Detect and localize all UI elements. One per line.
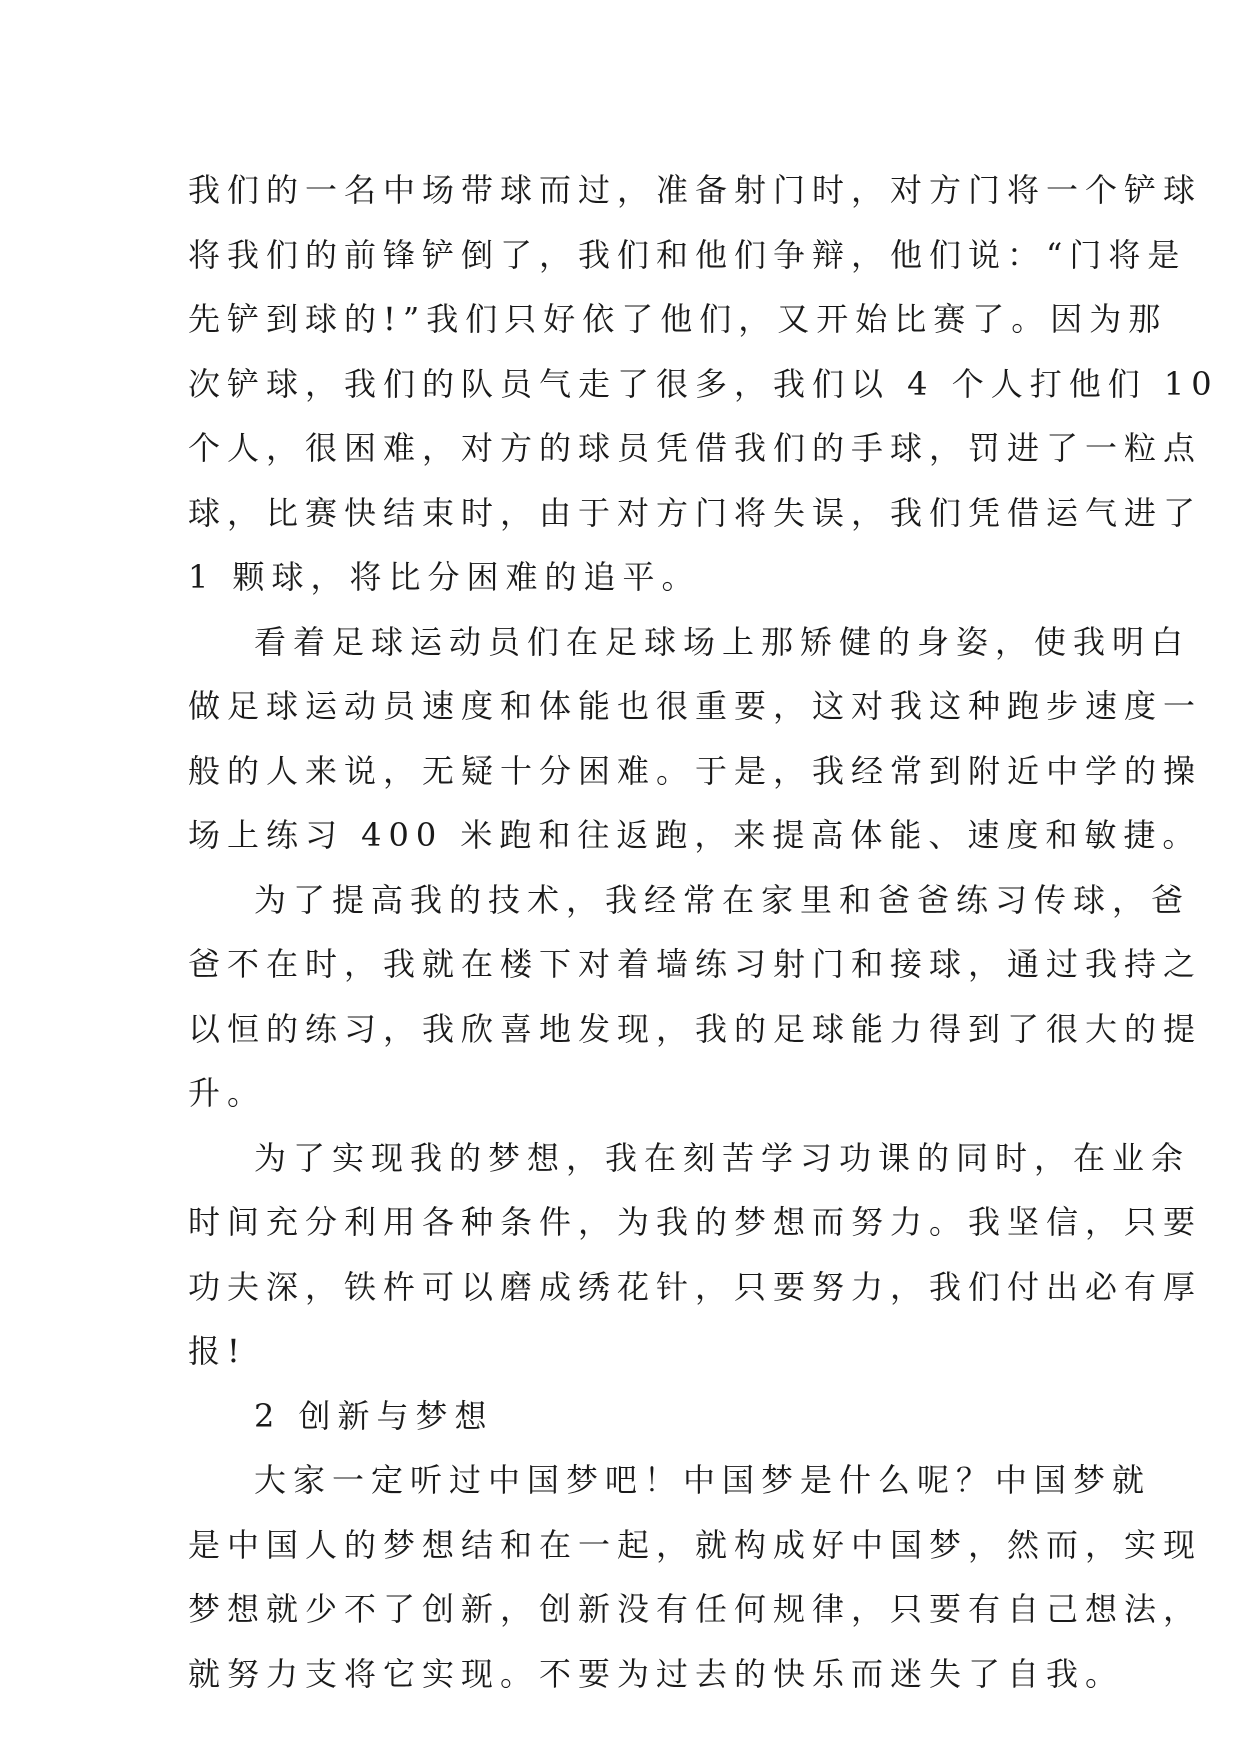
text-line: 1 颗球，将比分困难的追平。	[188, 558, 701, 596]
text-line: 球，比赛快结束时，由于对方门将失误，我们凭借运气进了	[188, 493, 1203, 532]
paragraph-start-line: 大家一定听过中国梦吧！中国梦是什么呢？中国梦就	[254, 1461, 1152, 1499]
text-line: 就努力支将它实现。不要为过去的快乐而迷失了自我。	[188, 1654, 1125, 1693]
text-line: 是中国人的梦想结和在一起，就构成好中国梦，然而，实现	[188, 1525, 1203, 1564]
text-line: 以恒的练习，我欣喜地发现，我的足球能力得到了很大的提	[188, 1009, 1203, 1048]
section-heading: 2 创新与梦想	[254, 1396, 494, 1435]
text-line: 升。	[188, 1074, 267, 1112]
text-line: 将我们的前锋铲倒了，我们和他们争辩，他们说：“门将是	[188, 235, 1187, 274]
text-line: 功夫深，铁杵可以磨成绣花针，只要努力，我们付出必有厚	[188, 1267, 1203, 1306]
text-line: 次铲球，我们的队员气走了很多，我们以 4 个人打他们 10	[188, 364, 1219, 403]
text-line: 个人，很困难，对方的球员凭借我们的手球，罚进了一粒点	[188, 429, 1203, 467]
paragraph-start-line: 看着足球运动员们在足球场上那矫健的身姿，使我明白	[254, 622, 1191, 661]
text-line: 做足球运动员速度和体能也很重要，这对我这种跑步速度一	[188, 687, 1203, 725]
paragraph-start-line: 为了提高我的技术，我经常在家里和爸爸练习传球，爸	[254, 880, 1191, 919]
text-line: 梦想就少不了创新，创新没有任何规律，只要有自己想法，	[188, 1590, 1203, 1628]
text-line: 爸不在时，我就在楼下对着墙练习射门和接球，通过我持之	[188, 945, 1203, 983]
text-line: 时间充分利用各种条件，为我的梦想而努力。我坚信，只要	[188, 1203, 1203, 1241]
text-line: 先铲到球的!”我们只好依了他们，又开始比赛了。因为那	[188, 300, 1168, 338]
text-line: 场上练习 400 米跑和往返跑，来提高体能、速度和敏捷。	[188, 816, 1202, 854]
document-body	[188, 158, 1219, 1706]
text-line: 我们的一名中场带球而过，准备射门时，对方门将一个铲球	[188, 171, 1203, 209]
text-line: 报!	[188, 1332, 247, 1370]
paragraph-start-line: 为了实现我的梦想，我在刻苦学习功课的同时，在业余	[254, 1138, 1191, 1177]
text-line: 般的人来说，无疑十分困难。于是，我经常到附近中学的操	[188, 751, 1203, 790]
